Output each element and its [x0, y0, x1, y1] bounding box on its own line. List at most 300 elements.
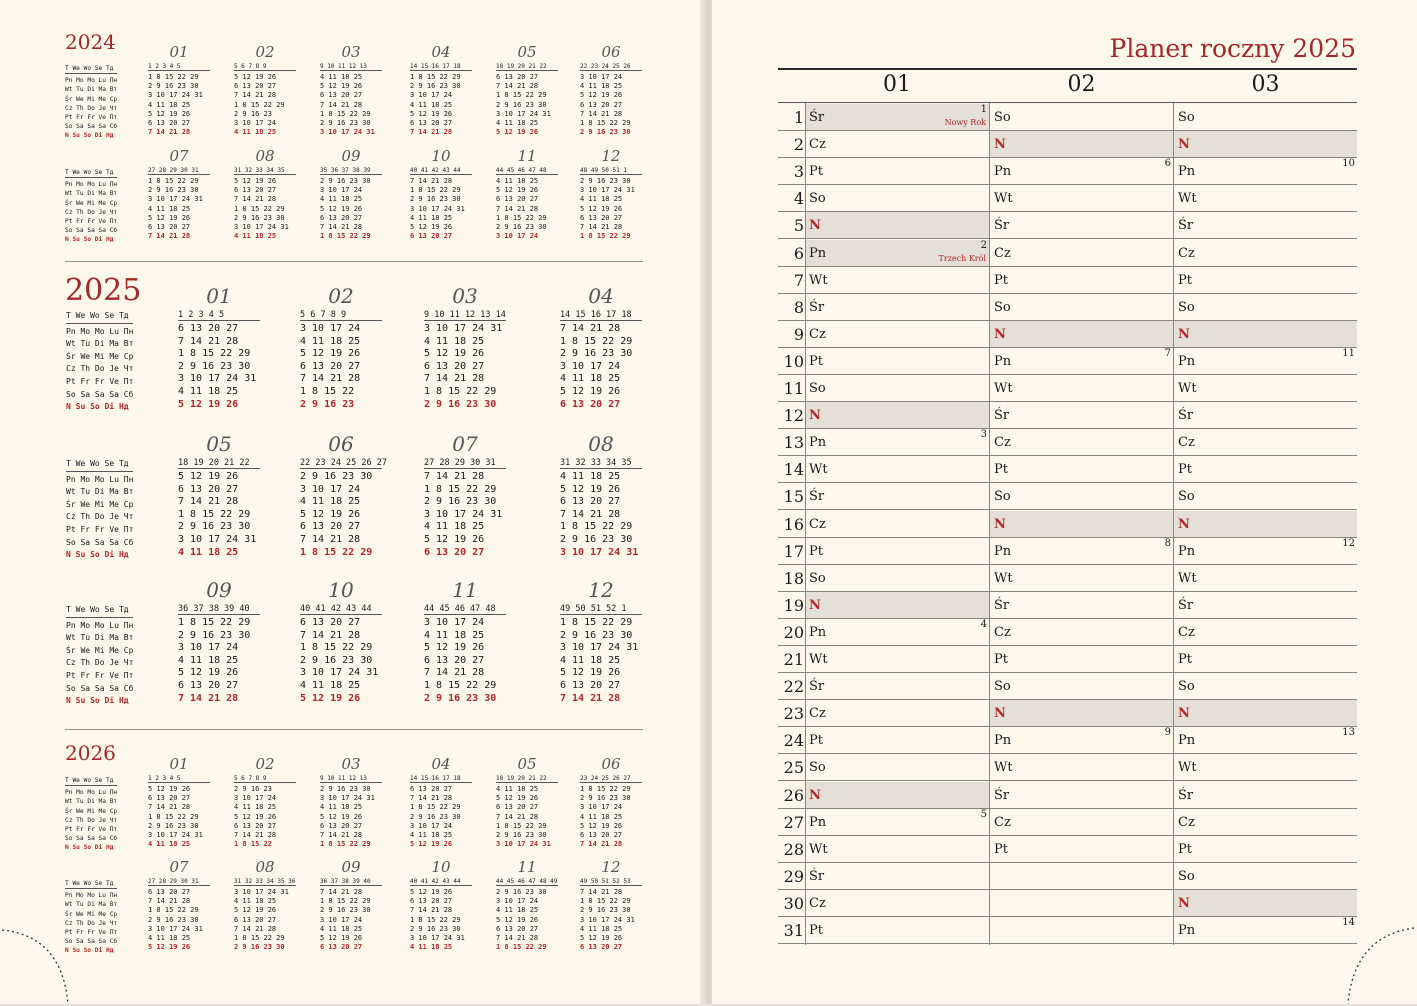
month-name: 02 — [328, 284, 354, 308]
week-number: 2 — [980, 239, 987, 251]
planner-cell[interactable] — [805, 375, 989, 402]
day-number: 19 — [783, 595, 804, 615]
month-name: 08 — [588, 432, 614, 456]
day-row: 1 8 15 22 29 — [234, 100, 285, 109]
day-row: 6 13 20 27 — [234, 821, 277, 830]
planner-cell[interactable] — [805, 890, 989, 917]
planner-row — [778, 375, 1357, 402]
week-numbers: 5 6 7 8 9 — [234, 775, 296, 783]
planner-cell[interactable] — [990, 538, 1173, 565]
day-row: 5 12 19 26 — [320, 812, 363, 821]
dayname-row: Cz Th Do Je Чт — [65, 104, 118, 112]
day-row: 5 12 19 26 — [178, 471, 239, 482]
month-2025-08 — [560, 432, 642, 559]
dayname-row: Pn Mo Mo Lu Пн — [65, 181, 118, 189]
day-row: 2 9 16 23 30 — [410, 924, 461, 933]
day-row: 3 10 17 24 — [580, 803, 623, 812]
month-2024-09 — [320, 147, 382, 241]
day-row: 4 11 18 25 — [234, 803, 277, 812]
planner-cell[interactable] — [990, 158, 1173, 185]
weekday-label: So — [994, 110, 1011, 125]
planner-cell[interactable] — [805, 402, 989, 429]
weekday-label: Pt — [809, 923, 823, 938]
day-row: 6 13 20 27 — [496, 195, 539, 204]
day-row: 5 12 19 26 — [410, 223, 453, 232]
planner-cell[interactable] — [990, 673, 1173, 700]
day-row: 3 10 17 24 31 — [148, 91, 203, 100]
weekday-label: Wt — [1178, 381, 1197, 396]
planner-cell[interactable] — [805, 511, 989, 538]
month-2024-03 — [320, 43, 382, 137]
month-name: 05 — [517, 755, 537, 773]
dayname-column — [65, 64, 117, 141]
month-2025-12 — [560, 578, 642, 705]
day-row: 2 9 16 23 30 — [320, 119, 371, 128]
day-row: 5 12 19 26 — [560, 385, 621, 397]
day-row: 3 10 17 24 31 — [148, 924, 203, 933]
day-row: 3 10 17 24 31 — [410, 934, 465, 943]
day-row: 7 14 21 28 — [178, 692, 239, 704]
weekday-label: Cz — [809, 895, 826, 911]
weekday-label: N — [1178, 895, 1190, 911]
week-numbers: 23 24 25 26 27 — [580, 775, 642, 783]
day-row: 1 8 15 22 29 — [178, 508, 251, 520]
day-row: 6 13 20 27 — [178, 679, 239, 691]
month-name: 09 — [341, 147, 361, 165]
planner-cell[interactable] — [1174, 321, 1357, 348]
planner-cell[interactable] — [1174, 185, 1357, 212]
day-row: 3 10 17 24 — [496, 232, 539, 241]
planner-cell[interactable] — [805, 917, 989, 944]
month-2024-06 — [580, 43, 642, 137]
day-row: 2 9 16 23 30 — [496, 831, 547, 840]
day-number: 12 — [783, 406, 804, 426]
planner-cell[interactable] — [805, 267, 989, 294]
week-numbers: 9 10 11 12 13 — [320, 63, 382, 71]
day-row: 1 8 15 22 — [300, 385, 355, 397]
dayname-row: So Sa Sa Sa Сб — [66, 537, 134, 547]
weekday-label: Wt — [809, 841, 828, 857]
planner-cell[interactable] — [990, 348, 1173, 375]
week-number: 3 — [980, 429, 987, 441]
planner-cell[interactable] — [1174, 402, 1357, 429]
planner-cell[interactable] — [990, 456, 1173, 483]
month-2024-05 — [496, 43, 558, 137]
weekday-label: N — [1178, 137, 1190, 153]
week-number: 11 — [1342, 347, 1355, 359]
month-name: 04 — [431, 755, 451, 773]
planner-cell[interactable] — [990, 619, 1173, 646]
day-row: 3 10 17 24 31 — [234, 888, 289, 896]
day-row: 4 11 18 25 — [234, 232, 277, 241]
planner-cell[interactable] — [805, 212, 989, 239]
planner-cell[interactable] — [805, 565, 989, 592]
planner-cell[interactable] — [990, 782, 1173, 809]
month-name: 10 — [328, 578, 354, 602]
planner-cell[interactable] — [1174, 646, 1357, 673]
day-row: 3 10 17 24 — [320, 186, 363, 195]
month-2024-04 — [410, 43, 472, 137]
planner-cell[interactable] — [990, 863, 1173, 890]
month-name: 11 — [517, 858, 537, 876]
planner-row — [778, 483, 1357, 510]
weekday-label: Pt — [809, 164, 823, 180]
day-row: 4 11 18 25 — [560, 471, 621, 482]
planner-cell[interactable] — [1174, 863, 1357, 890]
day-row: 6 13 20 27 — [234, 82, 277, 91]
day-row: 1 8 15 22 29 — [560, 521, 633, 533]
planner-cell[interactable] — [805, 782, 989, 809]
planner-cell[interactable] — [990, 809, 1173, 836]
weekday-label: Wt — [1178, 570, 1197, 586]
planner-cell[interactable] — [805, 619, 989, 646]
weekday-label: Pt — [994, 462, 1008, 478]
day-row: 4 11 18 25 — [410, 831, 453, 840]
planner-cell[interactable] — [1174, 754, 1357, 781]
day-number: 11 — [783, 379, 804, 398]
day-row: 6 13 20 27 — [178, 323, 239, 334]
day-row: 6 13 20 27 — [320, 821, 363, 830]
day-row: 5 12 19 26 — [496, 915, 539, 924]
weekday-label: Śr — [809, 299, 825, 315]
planner-cell[interactable] — [990, 836, 1173, 863]
planner-cell[interactable] — [1174, 511, 1357, 538]
planner-cell[interactable] — [805, 104, 989, 131]
planner-cell[interactable] — [805, 646, 989, 673]
day-row: 7 14 21 28 — [148, 803, 191, 812]
planner-cell[interactable] — [990, 511, 1173, 538]
day-row: 4 11 18 25 — [496, 177, 539, 185]
planner-cell[interactable] — [805, 348, 989, 375]
day-row: 1 8 15 22 29 — [424, 679, 497, 691]
planner-cell[interactable] — [805, 727, 989, 754]
week-number: 7 — [1164, 347, 1171, 359]
planner-cell[interactable] — [990, 727, 1173, 754]
planner-cell[interactable] — [805, 240, 989, 267]
weekday-label: Pt — [809, 353, 823, 369]
weekday-label: Śr — [994, 787, 1010, 803]
planner-cell[interactable] — [1174, 782, 1357, 809]
week-numbers: 1 2 3 4 5 — [178, 310, 260, 321]
day-row: 7 14 21 28 — [424, 471, 485, 482]
planner-cell[interactable] — [805, 754, 989, 781]
planner-cell[interactable] — [1174, 456, 1357, 483]
week-numbers: 27 28 29 30 31 — [424, 458, 506, 469]
planner-cell[interactable] — [805, 185, 989, 212]
week-number: 9 — [1164, 727, 1171, 739]
planner-row — [778, 538, 1357, 565]
week-numbers: 44 45 46 47 48 49 — [496, 878, 558, 885]
planner-cell[interactable] — [990, 890, 1173, 917]
planner-cell[interactable] — [805, 673, 989, 700]
weekday-label: N — [809, 597, 821, 613]
weekday-label: Wt — [1178, 760, 1197, 776]
day-number: 16 — [783, 514, 804, 534]
planner-cell[interactable] — [1174, 375, 1357, 402]
day-row: 6 13 20 27 — [300, 360, 361, 372]
planner-cell[interactable] — [1174, 104, 1357, 131]
planner-cell[interactable] — [990, 131, 1173, 158]
week-numbers: 14 15 16 17 18 — [410, 63, 472, 71]
planner-cell[interactable] — [1174, 673, 1357, 700]
planner-header-rule — [778, 102, 1357, 103]
planner-cell[interactable] — [805, 700, 989, 727]
planner-cell[interactable] — [1174, 212, 1357, 239]
planner-cell[interactable] — [1174, 267, 1357, 294]
day-number: 4 — [793, 189, 804, 209]
day-number: 30 — [783, 893, 804, 913]
day-row: 5 12 19 26 — [580, 934, 623, 943]
day-row: 7 14 21 28 — [178, 335, 239, 347]
planner-cell[interactable] — [990, 402, 1173, 429]
dayname-row: N Su So Di Нд — [65, 236, 114, 244]
day-row: 5 12 19 26 — [300, 508, 361, 520]
planner-cell[interactable] — [805, 321, 989, 348]
planner-cell[interactable] — [1174, 565, 1357, 592]
planner-cell[interactable] — [1174, 727, 1357, 754]
planner-cell[interactable] — [1174, 700, 1357, 727]
dayname-row: Śr We Mi Me Ср — [66, 645, 134, 655]
day-row: 7 14 21 28 — [560, 323, 621, 334]
weekday-label: Śr — [1178, 597, 1194, 613]
day-row: 6 13 20 27 — [320, 943, 363, 952]
day-row: 1 8 15 22 29 — [148, 906, 199, 915]
planner-row — [778, 917, 1357, 944]
month-name: 01 — [206, 284, 232, 308]
week-numbers: 22 23 24 25 26 — [580, 63, 642, 71]
week-numbers: 40 41 42 43 44 — [410, 878, 472, 886]
week-number: 12 — [1342, 537, 1355, 549]
day-row: 5 12 19 26 — [424, 348, 485, 360]
weekday-label: Pn — [994, 543, 1012, 559]
planner-cell[interactable] — [990, 483, 1173, 510]
planner-cell[interactable] — [990, 185, 1173, 212]
planner-row — [778, 456, 1357, 483]
weekday-label: Śr — [809, 679, 825, 695]
month-name: 03 — [341, 755, 361, 773]
planner-cell[interactable] — [990, 646, 1173, 673]
day-row: 4 11 18 25 — [496, 906, 539, 915]
planner-cell[interactable] — [1174, 619, 1357, 646]
dayname-row: So Sa Sa Sa Сб — [66, 389, 134, 399]
day-row: 1 8 15 22 29 — [580, 119, 631, 128]
day-row: 6 13 20 27 — [560, 496, 621, 508]
planner-cell[interactable] — [805, 456, 989, 483]
day-row: 4 11 18 25 — [320, 195, 363, 204]
year-title-2026: 2026 — [65, 741, 116, 765]
planner-cell[interactable] — [1174, 131, 1357, 158]
day-row: 2 9 16 23 30 — [148, 186, 199, 195]
planner-cell[interactable] — [990, 321, 1173, 348]
planner-cell[interactable] — [805, 158, 989, 185]
week-numbers: 31 32 33 34 35 — [560, 458, 642, 469]
month-name: 01 — [169, 43, 189, 61]
day-row: 7 14 21 28 — [320, 100, 363, 109]
dayname-row: So Sa Sa Sa Сб — [66, 683, 134, 693]
weekday-label: N — [994, 706, 1006, 722]
month-name: 12 — [601, 858, 621, 876]
planner-cell[interactable] — [805, 538, 989, 565]
planner-cell[interactable] — [805, 131, 989, 158]
day-row: 6 13 20 27 — [424, 360, 485, 372]
planner-cell[interactable] — [990, 592, 1173, 619]
planner-cell[interactable] — [805, 294, 989, 321]
week-numbers: 36 37 38 39 40 — [178, 604, 260, 615]
weekday-label: Cz — [1178, 245, 1195, 261]
day-row: 4 11 18 25 — [580, 924, 623, 933]
day-row: 3 10 17 24 31 — [320, 794, 375, 803]
day-number: 5 — [793, 216, 804, 236]
day-number: 28 — [783, 839, 804, 859]
month-2025-03 — [424, 284, 506, 411]
weekday-label: Pn — [809, 435, 827, 451]
planner-cell[interactable] — [1174, 294, 1357, 321]
day-row: 3 10 17 24 31 — [178, 533, 257, 545]
month-name: 12 — [588, 578, 614, 602]
day-row: 2 9 16 23 30 — [320, 785, 371, 793]
column-divider — [1173, 103, 1174, 945]
dayname-row: Wt Tu Di Ma Вт — [65, 901, 118, 909]
planner-month-header-02: 02 — [1067, 72, 1096, 97]
day-row: 1 8 15 22 29 — [496, 213, 547, 222]
planner-cell[interactable] — [805, 592, 989, 619]
day-row: 3 10 17 24 31 — [148, 195, 203, 204]
day-row: 2 9 16 23 30 — [424, 692, 497, 704]
weekday-label: Pt — [809, 543, 823, 559]
planner-cell[interactable] — [805, 863, 989, 890]
planner-cell[interactable] — [1174, 158, 1357, 185]
planner-cell[interactable] — [805, 809, 989, 836]
dayname-row: Cz Th Do Je Чт — [65, 208, 118, 216]
planner-row — [778, 294, 1357, 321]
day-row: 6 13 20 27 — [580, 100, 623, 109]
day-row: 2 9 16 23 — [234, 785, 272, 793]
weekday-label: N — [994, 516, 1006, 532]
planner-cell[interactable] — [990, 212, 1173, 239]
dayname-row: Cz Th Do Je Чт — [65, 919, 118, 927]
planner-cell[interactable] — [1174, 836, 1357, 863]
day-row: 7 14 21 28 — [178, 496, 239, 508]
planner-cell[interactable] — [1174, 429, 1357, 456]
planner-cell[interactable] — [805, 483, 989, 510]
planner-cell[interactable] — [1174, 348, 1357, 375]
planner-cell[interactable] — [1174, 890, 1357, 917]
day-row: 7 14 21 28 — [148, 897, 191, 906]
day-row: 2 9 16 23 30 — [496, 223, 547, 232]
planner-row — [778, 511, 1357, 538]
weekday-label: Cz — [809, 326, 826, 342]
weekday-label: Cz — [994, 245, 1011, 261]
day-number: 15 — [783, 487, 804, 507]
weekday-label: So — [809, 570, 826, 586]
week-numbers: 49 50 51 52 1 — [560, 604, 642, 615]
planner-title: Planer roczny 2025 — [1109, 34, 1356, 63]
day-row: 7 14 21 28 — [320, 223, 363, 232]
week-numbers: 31 32 33 34 35 — [234, 167, 296, 175]
planner-cell[interactable] — [1174, 809, 1357, 836]
month-2026-08 — [234, 858, 296, 952]
week-numbers: 27 28 29 30 31 — [148, 167, 210, 175]
day-row: 4 11 18 25 — [300, 496, 361, 508]
day-row: 6 13 20 27 — [580, 831, 623, 840]
planner-cell[interactable] — [990, 429, 1173, 456]
month-name: 03 — [341, 43, 361, 61]
planner-cell[interactable] — [990, 700, 1173, 727]
day-row: 4 11 18 25 — [234, 128, 277, 137]
planner-month-header-03: 03 — [1251, 72, 1280, 97]
day-row: 5 12 19 26 — [410, 840, 453, 849]
day-row: 7 14 21 28 — [410, 177, 453, 185]
day-row: 4 11 18 25 — [560, 654, 621, 666]
planner-cell[interactable] — [1174, 592, 1357, 619]
weekday-label: So — [809, 760, 826, 776]
day-number: 13 — [783, 433, 804, 453]
planner-cell[interactable] — [805, 429, 989, 456]
weekday-label: So — [809, 191, 826, 207]
month-name: 06 — [328, 432, 354, 456]
day-row: 5 12 19 26 — [234, 906, 277, 915]
planner-cell[interactable] — [990, 267, 1173, 294]
week-numbers: 5 6 7 8 9 — [234, 63, 296, 71]
day-row: 7 14 21 28 — [410, 906, 453, 915]
month-2025-02 — [300, 284, 382, 411]
planner-cell[interactable] — [1174, 917, 1357, 944]
planner-cell[interactable] — [990, 565, 1173, 592]
day-row: 1 8 15 22 29 — [148, 812, 199, 821]
dayname-row: Śr We Mi Me Ср — [65, 910, 118, 918]
dayname-row: N Su So Di Нд — [65, 947, 114, 955]
week-numbers: 35 36 37 38 39 — [320, 167, 382, 175]
month-name: 07 — [169, 147, 189, 165]
day-number: 1 — [793, 108, 804, 127]
planner-cell[interactable] — [990, 754, 1173, 781]
planner-cell[interactable] — [990, 294, 1173, 321]
day-row: 1 8 15 22 29 — [320, 840, 371, 849]
planner-cell[interactable] — [990, 917, 1173, 944]
day-row: 7 14 21 28 — [424, 667, 485, 679]
month-name: 05 — [206, 432, 232, 456]
planner-cell[interactable] — [1174, 538, 1357, 565]
weekday-label: Pn — [809, 624, 827, 640]
day-row: 1 8 15 22 29 — [320, 109, 371, 118]
day-row: 6 13 20 27 — [320, 213, 363, 222]
planner-cell[interactable] — [990, 375, 1173, 402]
weekday-label: Wt — [809, 652, 828, 667]
planner-cell[interactable] — [1174, 483, 1357, 510]
planner-cell[interactable] — [990, 104, 1173, 131]
month-name: 07 — [169, 858, 189, 876]
weekday-label: Pn — [1178, 353, 1196, 369]
planner-cell[interactable] — [990, 240, 1173, 267]
planner-cell[interactable] — [1174, 240, 1357, 267]
weekday-label: N — [994, 137, 1006, 153]
planner-cell[interactable] — [805, 836, 989, 863]
day-row: 2 9 16 23 30 — [320, 906, 371, 915]
day-row: 4 11 18 25 — [410, 213, 453, 222]
dayname-row: Śr We Mi Me Ср — [65, 199, 118, 207]
day-number: 9 — [793, 324, 804, 344]
month-2024-01 — [148, 43, 210, 137]
day-row: 1 8 15 22 29 — [300, 642, 373, 654]
day-number: 23 — [783, 704, 804, 724]
day-row: 1 8 15 22 29 — [424, 483, 497, 495]
day-row: 5 12 19 26 — [496, 128, 539, 137]
day-row: 6 13 20 27 — [560, 398, 621, 410]
dayname-row: N Su So Di Нд — [65, 844, 114, 852]
weekday-label: Cz — [994, 624, 1011, 640]
day-row: 6 13 20 27 — [148, 223, 191, 232]
day-row: 6 13 20 27 — [300, 617, 361, 628]
